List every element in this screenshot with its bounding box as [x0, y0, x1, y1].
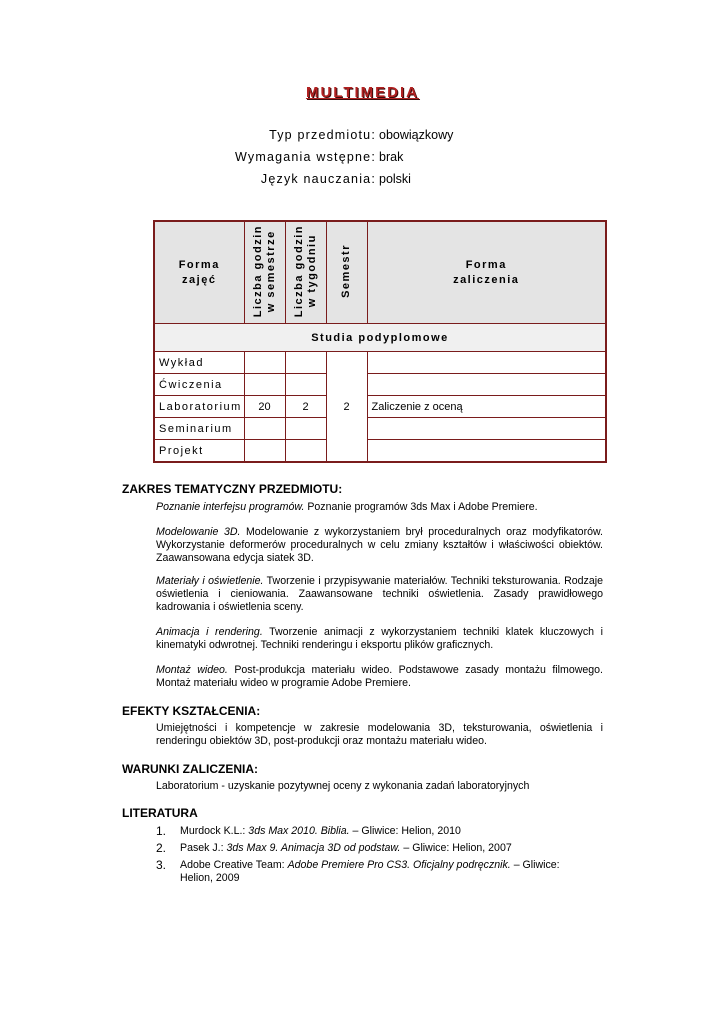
- lit-rest-2: Helion, 2009: [180, 872, 240, 884]
- row-name: Laboratorium: [154, 396, 244, 418]
- zakres-topic: Animacja i rendering.: [156, 626, 263, 638]
- literatura-item: [156, 825, 461, 839]
- table-subheader-row: [154, 324, 606, 352]
- zakres-text: Tworzenie animacji z wykorzystaniem techniki klatek kluczowych i kinematyki odwrotnej. Techniki renderingu i eksportu plików graficznych.: [156, 626, 603, 651]
- meta-label: Typ przedmiotu:: [269, 128, 376, 142]
- meta-value: brak: [379, 150, 404, 164]
- row-name: Seminarium: [154, 418, 244, 440]
- header-zaliczenie: Forma zaliczenia: [367, 221, 606, 324]
- lit-rest: – Gliwice: Helion, 2010: [349, 825, 461, 837]
- meta-wymagania: [0, 150, 403, 164]
- table-row: [154, 374, 606, 396]
- zakres-item: [156, 501, 603, 514]
- warunki-text: Laboratorium - uzyskanie pozytywnej oceny z wykonania zadań laboratoryjnych: [156, 780, 530, 792]
- header-forma: Forma zajęć: [154, 221, 244, 324]
- row-zaliczenie: [367, 374, 606, 396]
- zakres-topic: Poznanie interfejsu programów.: [156, 501, 305, 513]
- row-name: Ćwiczenia: [154, 374, 244, 396]
- table-row: [154, 440, 606, 463]
- lit-title: Adobe Premiere Pro CS3. Oficjalny podręcznik.: [287, 859, 511, 871]
- row-zaliczenie: Zaliczenie z oceną: [367, 396, 606, 418]
- zakres-text: Tworzenie i przypisywanie materiałów. Techniki teksturowania. Rodzaje oświetlenia i cieniowania. Zaawansowane techniki oświetlenia. Zasady prawidłowego kadrowania i oświetlenia sceny.: [156, 575, 603, 613]
- course-table: [153, 220, 607, 463]
- row-godz-tyg: [285, 440, 326, 463]
- subheader-studia: Studia podyplomowe: [154, 324, 606, 352]
- lit-number: 3.: [156, 858, 167, 872]
- row-godz-tyg: [285, 374, 326, 396]
- document-title: MULTIMEDIA: [305, 84, 420, 101]
- lit-rest: – Gliwice: Helion, 2007: [400, 842, 512, 854]
- table-row: [154, 396, 606, 418]
- literatura-item: [156, 842, 512, 856]
- table-row: [154, 418, 606, 440]
- meta-value: obowiązkowy: [379, 128, 454, 142]
- literatura-item: [156, 859, 600, 885]
- header-semestr: Semestr: [326, 221, 367, 324]
- literatura-heading: LITERATURA: [122, 806, 198, 820]
- row-godz-sem: 20: [244, 396, 285, 418]
- meta-jezyk: [0, 172, 411, 186]
- row-godz-sem: [244, 352, 285, 374]
- zakres-item: [156, 626, 603, 652]
- table-row: [154, 352, 606, 374]
- zakres-topic: Modelowanie 3D.: [156, 526, 241, 538]
- row-name: Projekt: [154, 440, 244, 463]
- row-zaliczenie: [367, 440, 606, 463]
- lit-author: Adobe Creative Team:: [180, 859, 288, 871]
- zakres-topic: Montaż wideo.: [156, 664, 228, 676]
- lit-title: 3ds Max 2010. Biblia.: [248, 825, 350, 837]
- row-semestr: 2: [326, 352, 367, 463]
- lit-title: 3ds Max 9. Animacja 3D od podstaw.: [226, 842, 401, 854]
- row-godz-sem: [244, 418, 285, 440]
- meta-value: polski: [379, 172, 411, 186]
- efekty-heading: EFEKTY KSZTAŁCENIA:: [122, 704, 261, 718]
- zakres-text: Poznanie programów 3ds Max i Adobe Premiere.: [304, 501, 538, 513]
- lit-number: 1.: [156, 824, 167, 838]
- zakres-topic: Materiały i oświetlenie.: [156, 575, 264, 587]
- header-godz-semestr: Liczba godzin w semestrze: [244, 221, 285, 324]
- zakres-item: [156, 575, 603, 614]
- row-godz-tyg: [285, 352, 326, 374]
- zakres-text: Modelowanie z wykorzystaniem brył proceduralnych oraz modyfikatorów. Wykorzystanie deformerów proceduralnych w celu zmiany kształtów i właściwości obiektów. Zaawansowana edycja siatek 3D.: [156, 526, 603, 564]
- row-godz-sem: [244, 440, 285, 463]
- zakres-item: [156, 664, 603, 690]
- header-godz-tydzien: Liczba godzin w tygodniu: [285, 221, 326, 324]
- lit-number: 2.: [156, 841, 167, 855]
- meta-typ: [0, 128, 453, 142]
- row-zaliczenie: [367, 352, 606, 374]
- warunki-heading: WARUNKI ZALICZENIA:: [122, 762, 258, 776]
- meta-label: Wymagania wstępne:: [235, 150, 376, 164]
- lit-author: Murdock K.L.:: [180, 825, 249, 837]
- lit-author: Pasek J.:: [180, 842, 227, 854]
- zakres-text: Post-produkcja materiału wideo. Podstawowe zasady montażu filmowego. Montaż materiału wideo w programie Adobe Premiere.: [156, 664, 604, 689]
- efekty-text: Umiejętności i kompetencje w zakresie modelowania 3D, teksturowania, oświetlenia i renderingu obiektów 3D, post-produkcji oraz montażu materiału wideo.: [156, 722, 603, 747]
- table-header-row: [154, 221, 606, 324]
- row-godz-tyg: 2: [285, 396, 326, 418]
- meta-label: Język nauczania:: [260, 172, 376, 186]
- row-godz-tyg: [285, 418, 326, 440]
- zakres-item: [156, 526, 603, 565]
- zakres-heading: ZAKRES TEMATYCZNY PRZEDMIOTU:: [122, 482, 343, 496]
- lit-rest: – Gliwice:: [510, 859, 560, 871]
- row-name: Wykład: [154, 352, 244, 374]
- row-zaliczenie: [367, 418, 606, 440]
- row-godz-sem: [244, 374, 285, 396]
